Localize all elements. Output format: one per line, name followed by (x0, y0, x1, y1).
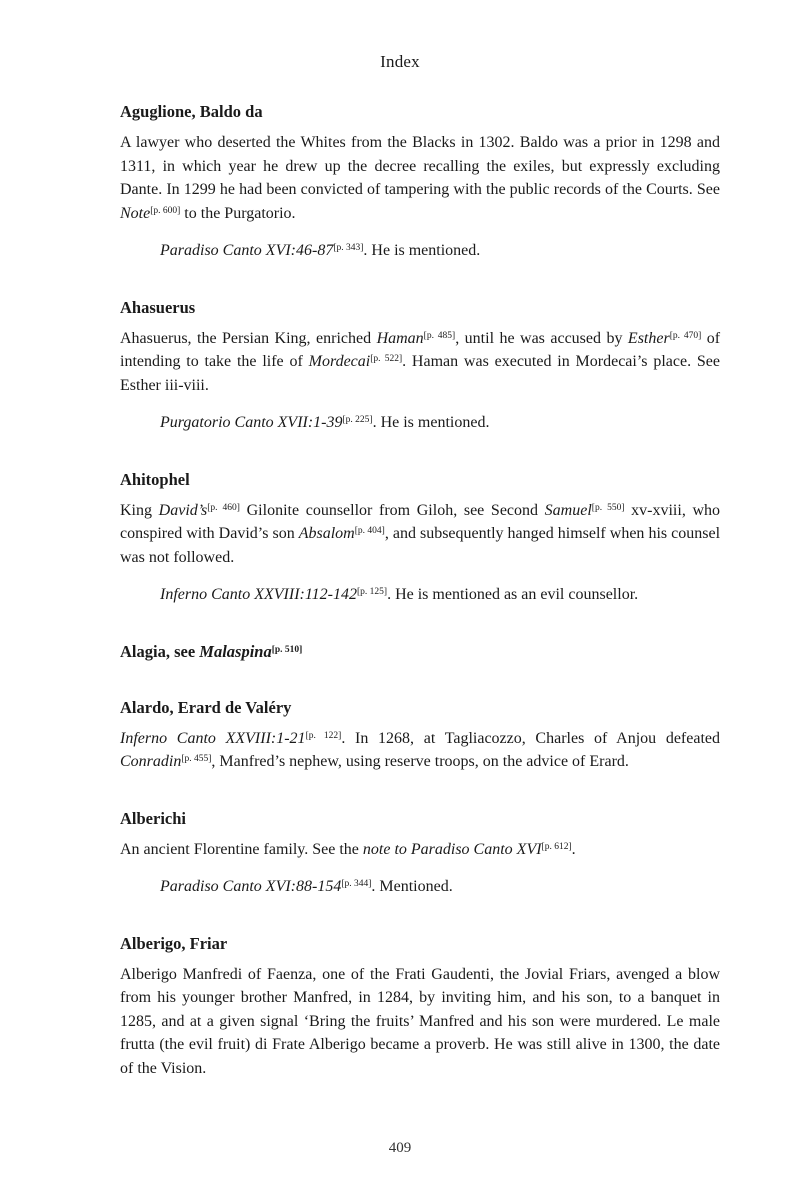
entry-heading (120, 641, 720, 663)
samuel-link[interactable]: Samuel (544, 501, 592, 519)
page-ref[interactable]: [p. 510] (271, 644, 303, 655)
text-run: Ahasuerus, the Persian King, enriched (120, 329, 377, 347)
text-run: Gilonite counsellor from Giloh, see Second (239, 501, 545, 519)
entry-heading: Ahasuerus (120, 297, 196, 317)
citation (160, 411, 720, 435)
entry-heading: Alardo, Erard de Valéry (120, 697, 292, 717)
entry-text (120, 838, 720, 862)
conradin-link[interactable]: Conradin (120, 753, 182, 770)
entry-aguglione (120, 101, 720, 263)
page-ref[interactable]: [p. 460] (207, 502, 240, 513)
text-run: xv-xviii, who conspired with David’s son (120, 501, 721, 542)
page-ref[interactable]: [p. 522] (370, 354, 403, 364)
text-run: , Manfred’s nephew, using reserve troops, on the advice of Erard. (211, 753, 629, 770)
page-ref[interactable]: [p. 470] (669, 330, 702, 341)
david-link[interactable]: David’s (158, 501, 208, 519)
note-link[interactable]: note to Paradiso Canto XVI (362, 840, 542, 858)
esther-link[interactable]: Esther (627, 329, 670, 347)
text-run: King (120, 501, 159, 519)
absalom-link[interactable]: Absalom (298, 525, 355, 542)
page-ref[interactable]: [p. 550] (591, 502, 625, 513)
citation-text: . He is mentioned. (363, 242, 481, 259)
text-run: . In 1268, at Tagliacozzo, Charles of Anjou defeated (341, 729, 721, 747)
canto-link[interactable]: Inferno Canto XXVIII:112-142 (160, 586, 357, 603)
page-ref[interactable]: [p. 122] (305, 730, 342, 741)
entry-alberigo (120, 933, 720, 1081)
canto-link[interactable]: Inferno Canto XXVIII:1-21 (120, 729, 306, 747)
entry-text (120, 727, 720, 774)
index-content (120, 101, 720, 1114)
page-ref[interactable]: [p. 343] (333, 243, 364, 253)
page-ref[interactable]: [p. 600] (150, 205, 181, 216)
entry-heading: Alberigo, Friar (120, 933, 228, 953)
haman-link[interactable]: Haman (376, 329, 424, 347)
page-ref[interactable]: [p. 404] (354, 526, 385, 536)
text-run: to the Purgatorio. (180, 204, 296, 222)
heading-text: Alagia, see (120, 641, 200, 661)
text-run: An ancient Florentine family. See the (120, 840, 363, 858)
entry-heading: Ahitophel (120, 469, 190, 489)
entry-text (120, 327, 720, 398)
text-run: , and subsequently hanged himself when his counsel was not followed. (120, 525, 721, 566)
entry-text: Alberigo Manfredi of Faenza, one of the Frati Gaudenti, the Jovial Friars, avenged a blow from his younger brother Manfred, in 1284, by inviting him, and his son, to a banquet in 1285, and at a given signal ‘Bring the fruits’ Manfred and his son were murdered. Le male frutta (the evil fruit) di Frate Alberigo became a proverb. He was still alive in 1300, the date of the Vision. (120, 965, 720, 1077)
page-ref[interactable]: [p. 455] (181, 754, 212, 764)
running-head: Index (380, 52, 420, 71)
entry-alagia (120, 641, 720, 663)
note-link[interactable]: Note (120, 204, 151, 222)
citation-text: . Mentioned. (371, 878, 453, 895)
citation-text: . He is mentioned. (372, 414, 490, 431)
entry-ahasuerus (120, 297, 720, 435)
malaspina-link[interactable]: Malaspina (199, 641, 272, 661)
page-number: 409 (388, 1140, 412, 1156)
text-run: . (571, 840, 576, 858)
canto-link[interactable]: Paradiso Canto XVI:88-154 (160, 878, 342, 895)
text-run: , until he was accused by (455, 329, 628, 347)
entry-heading: Alberichi (120, 808, 186, 828)
citation (160, 239, 720, 263)
page-ref[interactable]: [p. 344] (341, 879, 372, 889)
text-run: . Haman was executed in Mordecai’s place. See Esther iii-viii. (120, 353, 721, 394)
canto-link[interactable]: Paradiso Canto XVI:46-87 (160, 242, 334, 259)
citation (160, 583, 720, 607)
page-ref[interactable]: [p. 612] (541, 841, 572, 852)
citation-text: . He is mentioned as an evil counsellor. (387, 586, 639, 603)
text-run: A lawyer who deserted the Whites from the Blacks in 1302. Baldo was a prior in 1298 and 1311, in which year he drew up the decree recalling the exiles, but expressly excluding Dante. In 1299 he had been convicted of tampering with the public records of the Courts. See (120, 134, 720, 198)
entry-alberichi (120, 808, 720, 899)
mordecai-link[interactable]: Mordecai (308, 353, 371, 370)
entry-text (120, 499, 720, 570)
text-run: of intending to take the life of (120, 329, 721, 370)
canto-link[interactable]: Purgatorio Canto XVII:1-39 (160, 414, 343, 431)
entry-ahitophel (120, 469, 720, 607)
page-ref[interactable]: [p. 125] (357, 587, 388, 597)
entry-alardo (120, 697, 720, 774)
page-ref[interactable]: [p. 225] (342, 415, 373, 425)
entry-heading: Aguglione, Baldo da (120, 102, 263, 121)
citation (160, 875, 720, 899)
page-ref[interactable]: [p. 485] (423, 330, 456, 341)
entry-text (120, 131, 720, 225)
